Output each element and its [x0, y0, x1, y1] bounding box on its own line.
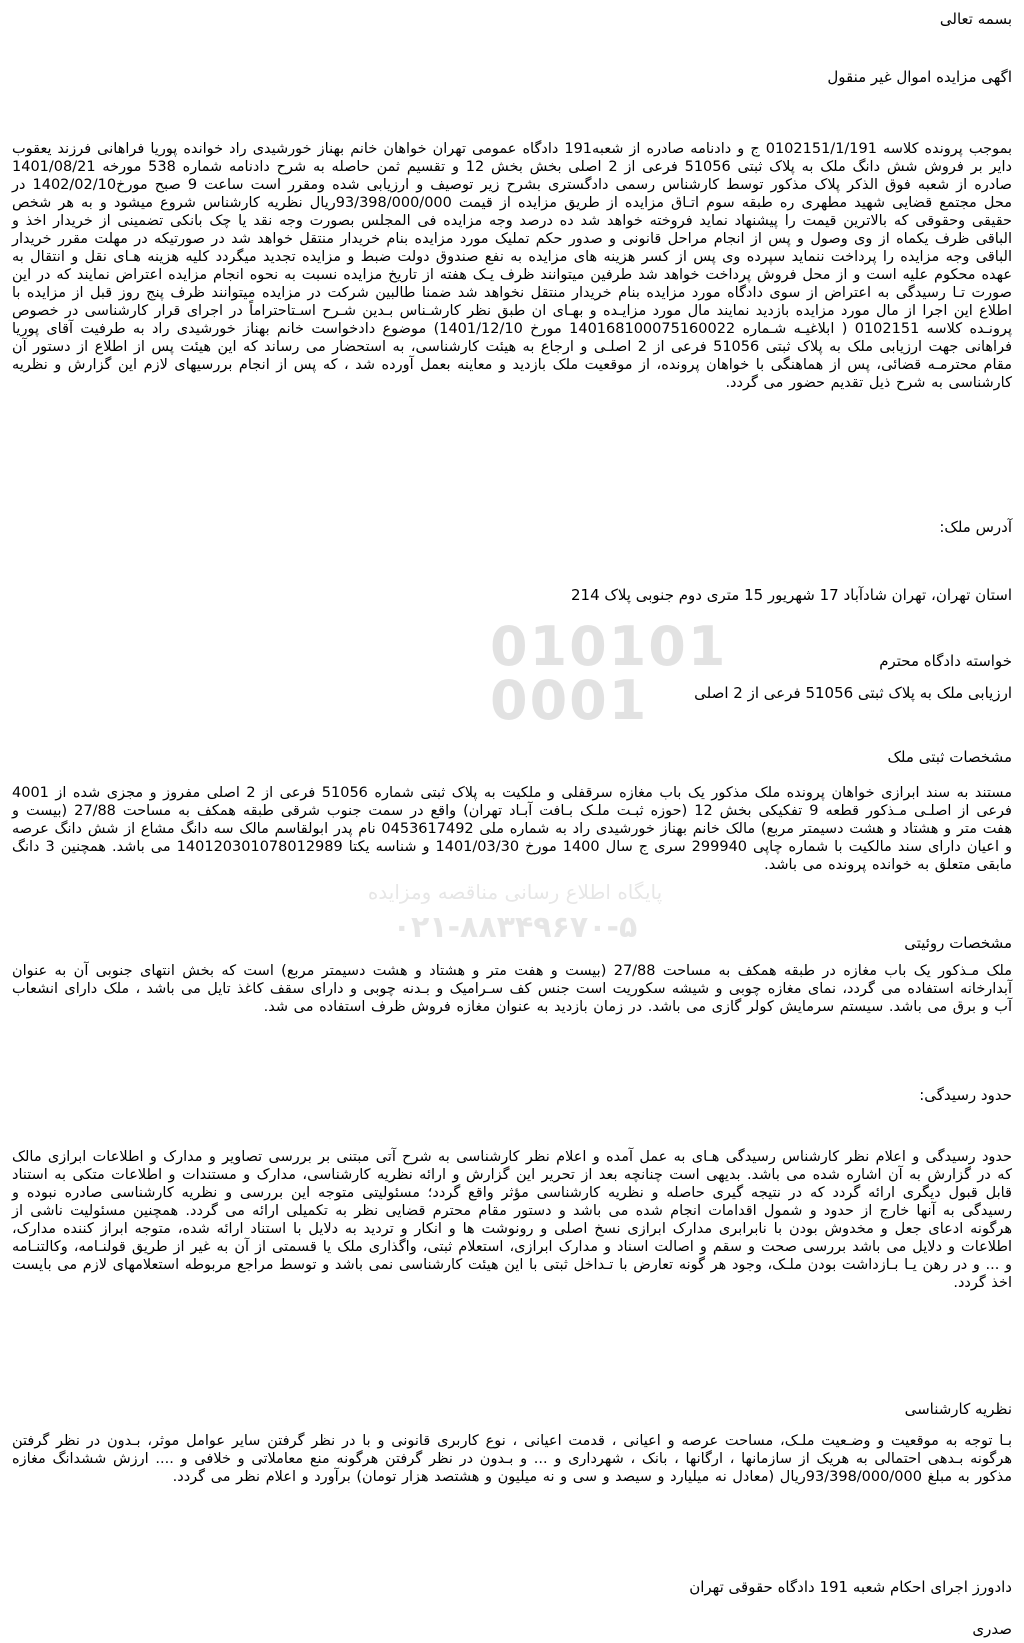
registry-paragraph: مستند به سند ابرازی خواهان پرونده ملک مذکور یک باب مغازه سرقفلی و ملکیت به پلاک ثبتی شماره 51056 فرعی از 2 اصلی مفروز و مجزی شده از 4001 فرعی از اصلـی مـذکور قطعه 9 تفکیکی بخش 12 (حوزه ثبـت ملـک بـافت آبـاد تهران) واقع در سمت جنوب شرقی طبقه همکف به مساحت 27/88 (بیست و هفت متر و هشتاد و هشت دسیمتر مربع) مالک خانم بهناز خورشیدی راد به شماره ملی 0453617492 نام پدر ابولقاسم مالک سه دانگ مشاع از شش دانگ عرصه و اعیان دارای سند مالکیت با شماره چاپی 299940 سری ج سال 1400 مورخ 1401/03/30 و شناسه یکتا 140120301078012989 می باشد. همچنین 3 دانگ مابقی متعلق به خوانده پرونده می باشد. [12, 785, 1012, 873]
registry-heading: مشخصات ثبتی ملک [887, 748, 1012, 766]
request-heading: خواسته دادگاه محترم [879, 652, 1012, 670]
limits-heading: حدود رسیدگی: [919, 1086, 1012, 1104]
visual-paragraph: ملک مـذکور یک باب مغازه در طبقه همکف به مساحت 27/88 (بیست و هفت متر و هشتاد و هشت دسیمتر مربع) است که بخش انتهای جنوبی آن به عنوان آبدارخانه استفاده می گردد، نمای مغازه چوبی و شیشه سکوریت است جنس کف سـرامیک و بـدنه چوبی و دارای سقف کاغذ تایل می باشد ، ملک دارای انشعاب آب و برق می باشد. سیستم سرمایش کولر گازی می باشد. در زمان بازدید به عنوان مغازه فروش ظرف استفاده می شد. [12, 963, 1012, 1015]
opinion-paragraph: بـا توجه به موقعیت و وضـعیت ملـک، مساحت عرصه و اعیانی ، قدمت اعیانی ، نوع کاربری قانونی و با در نظر گرفتن سایر عوامل موثر، بـدون در نظر گرفتن هرگونه بـدهی احتمالی به هریک از سازمانها ، ارگانها ، بانک ، شهرداری و ... و بـدون در نظر گرفتن هرگونه منع معاملاتی و خلافی و .... ارزش ششدانگ مغازه مذکور به مبلغ 93/398/000/000ریال (معادل نه میلیارد و سیصد و سی و نه میلیون و هشتصد هزار تومان) برآورد و اعلام نظر می گردد. [12, 1433, 1012, 1485]
intro-paragraph: بموجب پرونده کلاسه 0102151/1/191 ج و دادنامه صادره از شعبه191 دادگاه عمومی تهران خواهان خانم بهناز خورشیدی راد خوانده پوریا فراهانی فرزند یعقوب دایر بر فروش شش دانگ ملک به پلاک ثبتی 51056 فرعی از 2 اصلی بخش بخش 12 و تقسیم ثمن حاصله به شرح دادنامه شماره 538 مورخه 1401/08/21 صادره از شعبه فوق الذکر پلاک مذکور توسط کارشناس رسمی دادگستری بشرح زیر توصیف و ارزیابی شده ومقرر است ساعت 9 صبح مورخ1402/02/10 در محل مجتمع قضایی شهید مطهری ره طبقه سوم اتـاق مزایده از طریق مزایده از قیمت 93/398/000/000ریال نظریه کارشناس شروع میشود و به هر شخص حقیقی وحقوقی که بالاترین قیمت را پیشنهاد نماید فروخته خواهد شد ده درصد وجه مزایده فی المجلس بصورت وجه نقد یا چک بانکی تضمینی از خریدار اخذ و الباقی ظرف یکماه از وی وصول و پس از انجام مراحل قانونی و صدور حکم تملیک مورد مزایده بنام خریدار منتقل خواهد شد در صورتیکه در مهلت مقرر خریدار الباقی وجه مزایده را پرداخت ننماید سپرده وی پس از کسر هزینه های مزایده به نفع صندوق دولت ضبط و مزایده تجدید میگردد کلیه هزینه هـای نقل و انتقال به عهده محکوم علیه است و از محل فروش پرداخت خواهد شد طرفین میتوانند ظرف یـک هفته از تاریخ مزایده نسبت به نحوه انجام مزایده اعتراض نمایند که در این صورت تـا رسیدگی به اعتراض از سوی دادگاه مورد مزایده بنام خریدار منتقل نخواهد شد ضمنا طالبین شرکت در مزایده میتوانند ظرف پنج روز قبل از مزایده با اطلاع این اجرا از مال مورد مزایده بازدید نمایند مال مورد مزایـده و بهـای ان طبق نظر کارشـناس بـدین شـرح اسـتاحتراماً در اجرای قرار کارشناسی در خصوص پرونـده کلاسه 0102151 ( ابلاغیـه شـماره 140168100075160022 مورخ 1401/12/10) موضوع دادخواست خانم بهناز خورشیدی راد به طرفیت آقای پوریا فراهانی جهت ارزیابی ملک به پلاک ثبتی 51056 فرعی از 2 اصلـی و ارجاع به هیئت کارشناسی، به استحضار می رساند که این هیئت پس از اطلاع از دستور آن مقام محترمـه قضائی، پس از هماهنگی با خواهان پرونده، از موقعیت ملک بازدید و معاینه بعمل آورده شد ، که پس از انجام بررسیهای لازم این گزارش و نظریه کارشناسی به شرح ذیل تقدیم حضور می گردد. [12, 141, 1012, 391]
watermark-digits-2: 0001 [490, 669, 649, 732]
watermark-logo [340, 610, 728, 950]
limits-paragraph: حدود رسیدگی و اعلام نظر کارشناس رسیدگی هـای به عمل آمده و اعلام نظر کارشناسی به شرح آتی مبتنی بر بررسی تصاویر و مدارک و اطلاعات ابرازی مالک که در گزارش به آن اشاره شده می باشد. بدیهی است چنانچه بعد از تحریر این گزارش و ارائه نظریه کارشناسی، مدارک و مستندات و اطلاعات متکی به استناد قابل قبول دیگری ارائه گردد که در نتیجه گیری حاصله و نظریه کارشناسی مؤثر واقع گردد؛ مسئولیتی متوجه این بررسی و نظریه کارشناسی صادره نبوده و رسیدگی به آنها خارج از حدود و شمول اقدامات انجام شده می باشد و دستور مقام محترم قضایی نظر به تکمیلی ارائه می گردد. همچنین مسئولیت ناشی از هرگونه ادعای جعل و مخدوش بودن با نابرابری مدارک ابرازی نسخ اصلی و رونوشت ها و انکار و تردید به دلایل با استناد ارائه شده، متوجه ابراز کننده مدارک، اطلاعات و دلایل می باشد بررسی صحت و سقم و اصالت اسناد و مدارک ابرازی، استعلام ثبتی، واگذاری ملک یا قسمتی از آن به غیر از طریق قولنـامه، وکالتنـامه و ... و در رهن یـا بـازداشت بودن ملـک، وجود هر گونه تعارض با تـداخل ثبتی با این هیئت کارشناسی نمی باشد و توسط مراجع مربوطه استعلامهای لازم می بایست اخذ گردد. [12, 1149, 1012, 1291]
address-text: استان تهران، تهران شادآباد 17 شهریور 15 متری دوم جنوبی پلاک 214 [571, 586, 1012, 604]
visual-heading: مشخصات روئیتی [904, 934, 1012, 952]
watermark-caption: پایگاه اطلاع رسانی مناقصه ومزایده [367, 880, 663, 904]
opinion-heading: نظریه کارشناسی [904, 1400, 1012, 1418]
notice-title: اگهی مزایده اموال غیر منقول [827, 68, 1012, 86]
request-text: ارزیابی ملک به پلاک ثبتی 51056 فرعی از 2 اصلی [694, 684, 1012, 702]
footer-name: صدری [972, 1620, 1012, 1638]
address-heading: آدرس ملک: [939, 518, 1012, 536]
basmala: بسمه تعالی [939, 10, 1012, 28]
signature-line: دادورز اجرای احکام شعبه 191 دادگاه حقوقی تهران [689, 1578, 1012, 1596]
watermark-digits-1: 010101 [490, 615, 728, 678]
watermark-phone: ۰۲۱-۸۸۳۴۹۶۷۰-۵ [392, 910, 638, 945]
